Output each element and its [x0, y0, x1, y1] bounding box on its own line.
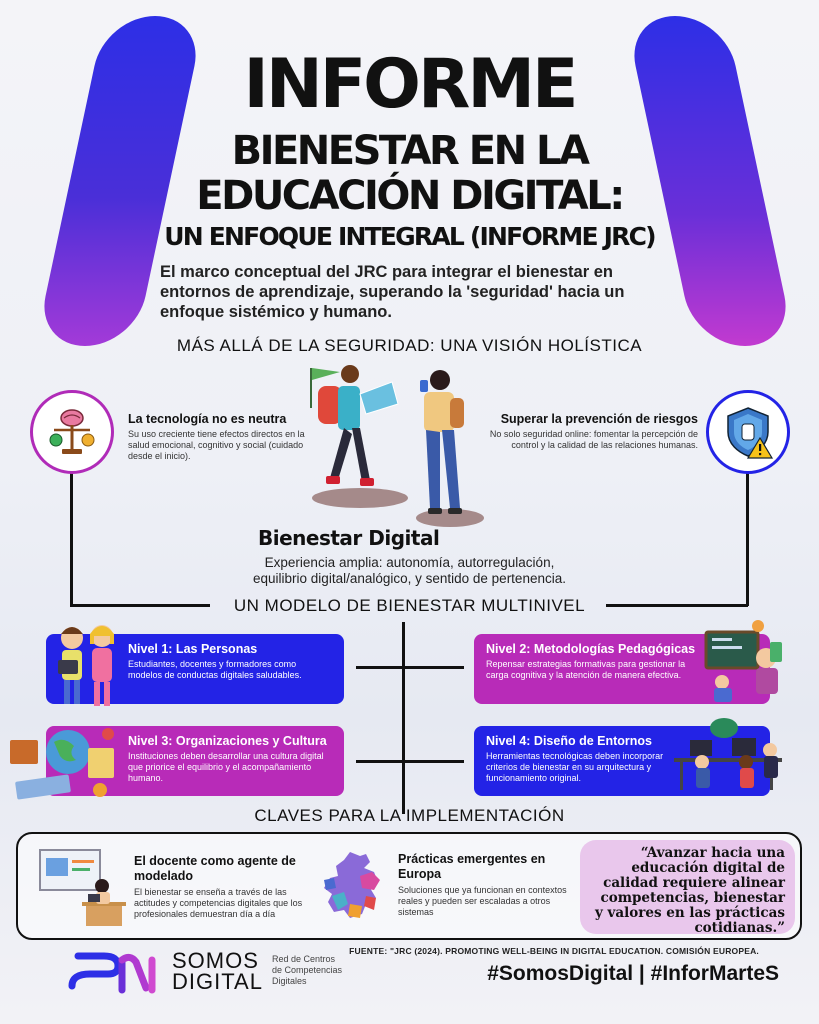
brain-scale-icon [30, 390, 114, 474]
cross-horizontal-line-bottom [356, 760, 464, 763]
level-4-text: Herramientas tecnológicas deben incorporar criterios de bienestar en su arquitectura y funcionamiento original. [486, 751, 664, 783]
level-2-text: Repensar estrategias formativas para gestionar la carga cognitiva y la atención de manera efectiva. [486, 659, 686, 680]
classroom-board-icon [700, 618, 786, 702]
key-2-title: Prácticas emergentes en Europa [398, 852, 546, 881]
travelers-illustration [300, 358, 500, 528]
shield-hand-icon [706, 390, 790, 474]
europe-map-icon [310, 846, 396, 932]
title-line-4: UN ENFOQUE INTEGRAL (INFORME JRC) [164, 222, 655, 251]
level-3-text: Instituciones deben desarrollar una cultura digital que priorice el equilibrio y el acompañamiento humano. [128, 751, 324, 783]
hashtags: #SomosDigital | #InforMarteS [487, 962, 779, 985]
main-title: INFORME [243, 45, 576, 124]
title-line-3: EDUCACIÓN DIGITAL: [196, 173, 623, 219]
level-1-title: Nivel 1: Las Personas [128, 642, 258, 656]
quote-callout: “Avanzar hacia una educación digital de calidad requiere alinear competencias, bienestar y valores en las prácticas cotidianas.” [580, 840, 795, 934]
center-text-line-1: Experiencia amplia: autonomía, autorregulación, [264, 555, 555, 570]
center-text-line-2: equilibrio digital/analógico, y sentido de pertenencia. [253, 571, 566, 586]
key-2-text: Soluciones que ya funcionan en contextos reales y pueden ser escaladas a otros sistemas [398, 885, 567, 917]
key-1-title: El docente como agente de modelado [134, 854, 296, 883]
organization-globe-icon [8, 718, 124, 802]
level-2-title: Nivel 2: Metodologías Pedagógicas [486, 642, 696, 656]
logo-sub-line-1: Red de Centros [272, 954, 336, 964]
section-multilevel-heading: UN MODELO DE BIENESTAR MULTINIVEL [233, 596, 586, 615]
level-4-title: Nivel 4: Diseño de Entornos [486, 734, 653, 748]
children-icon [52, 620, 124, 716]
center-title: Bienestar Digital [258, 526, 440, 550]
level-1-text: Estudiantes, docentes y formadores como modelos de conductas digitales saludables. [128, 659, 302, 680]
right-point-text: No solo seguridad online: fomentar la percepción de control y la calidad de las relaciones humanas. [489, 429, 698, 450]
teacher-desk-icon [36, 846, 128, 928]
section-keys-heading: CLAVES PARA LA IMPLEMENTACIÓN [254, 806, 565, 825]
right-point-title: Superar la prevención de riesgos [500, 412, 698, 426]
somos-digital-logo-icon [66, 950, 166, 996]
logo-sub-line-2: de Competencias [272, 965, 343, 975]
cross-vertical-line [402, 622, 405, 814]
logo-line-2: DIGITAL [172, 969, 263, 994]
level-3-title: Nivel 3: Organizaciones y Cultura [128, 734, 327, 748]
title-line-2: BIENESTAR EN LA [231, 128, 588, 174]
key-1-text: El bienestar se enseña a través de las actitudes y competencias digitales que los profesionales demuestran día a día [134, 887, 303, 919]
left-point-title: La tecnología no es neutra [128, 412, 287, 426]
source-citation: FUENTE: "JRC (2024). PROMOTING WELL-BEING IN DIGITAL EDUCATION. COMISIÓN EUROPEA. [349, 946, 759, 956]
section-holistic-heading: MÁS ALLÁ DE LA SEGURIDAD: UNA VISIÓN HOLÍSTICA [176, 336, 643, 355]
office-workspace-icon [670, 716, 786, 800]
logo-subtitle [272, 954, 342, 987]
logo-line-1: SOMOS [172, 948, 259, 973]
logo-text [172, 950, 263, 992]
intro-text: El marco conceptual del JRC para integrar el bienestar en entornos de aprendizaje, superando la 'seguridad' hacia un enfoque sistémico y humano. [160, 263, 625, 321]
left-point-text: Su uso creciente tiene efectos directos en la salud emocional, cognitivo y social (cuidado desde el inicio). [128, 429, 305, 461]
cross-horizontal-line-top [356, 666, 464, 669]
logo-sub-line-3: Digitales [272, 976, 307, 986]
